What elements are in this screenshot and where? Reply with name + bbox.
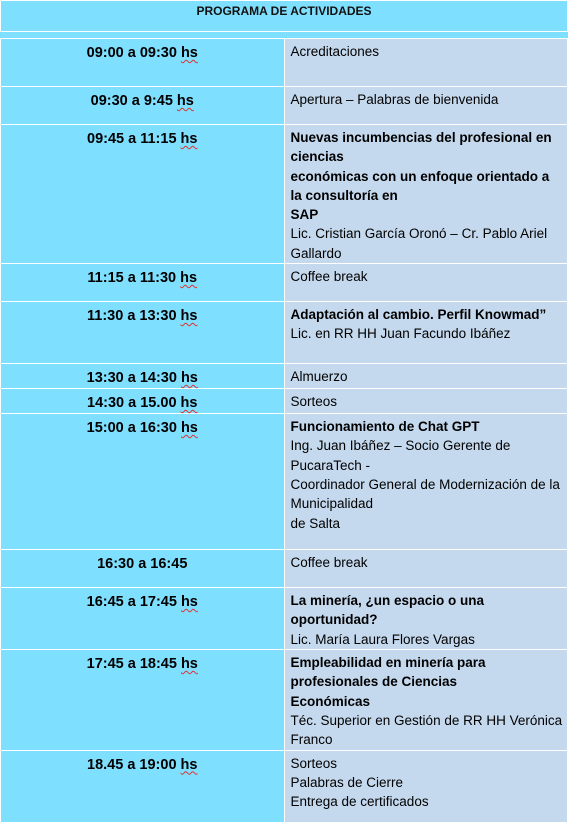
- header-row: [1, 1, 568, 32]
- activity-detail-line: Coordinador General de Modernización de la Municipalidad: [290, 476, 560, 512]
- time-cell: [1, 750, 285, 822]
- description-cell: [284, 302, 568, 364]
- time-cell: [1, 364, 285, 389]
- time-unit: hs: [180, 45, 198, 61]
- description-cell: [284, 650, 568, 750]
- time-unit: hs: [180, 656, 198, 673]
- activity-detail-line: Ing. Juan Ibáñez – Socio Gerente de PucaraTech -: [290, 438, 511, 473]
- time-range: [87, 389, 197, 413]
- time-range: [97, 550, 187, 574]
- description-cell: [284, 264, 568, 302]
- time-unit: hs: [180, 420, 198, 437]
- schedule-row: [1, 39, 568, 87]
- schedule-row: [1, 588, 568, 650]
- time-unit: hs: [180, 395, 198, 412]
- activity-detail-line: Sorteos: [290, 755, 338, 771]
- activity-title-line: La minería, ¿un espacio o una oportunidad?: [290, 593, 485, 628]
- activity-title-line: económicas con un enfoque orientado a la consultoría en: [290, 168, 550, 203]
- time-range: [87, 650, 198, 674]
- time-range: [87, 125, 197, 149]
- time-unit: hs: [180, 594, 198, 611]
- description-cell: [284, 389, 568, 414]
- time-range: [91, 87, 194, 111]
- time-cell: [1, 125, 285, 264]
- time-cell: [1, 87, 285, 125]
- time-range-main: 11:15 a 11:30: [87, 270, 177, 287]
- time-range: [87, 264, 197, 288]
- schedule-row: [1, 414, 568, 550]
- activity-detail-line: Téc. Superior en Gestión de RR HH Verónica Franco: [290, 712, 563, 748]
- activity-detail-line: Coffee break: [290, 555, 368, 571]
- table-title: PROGRAMA DE ACTIVIDADES: [196, 4, 372, 18]
- time-range-main: 09:30 a 9:45: [90, 93, 173, 109]
- activity-title-line: Nuevas incumbencias del profesional en ciencias: [290, 130, 552, 165]
- time-range-main: 11:30 a 13:30: [87, 308, 177, 325]
- time-cell: [1, 414, 285, 550]
- activity-title-line: Funcionamiento de Chat GPT: [290, 419, 480, 435]
- schedule-row: [1, 750, 568, 822]
- time-range: [87, 414, 198, 438]
- schedule-row: [1, 264, 568, 302]
- description-cell: [284, 364, 568, 389]
- activity-detail-line: Lic. en RR HH Juan Facundo Ibáñez: [290, 326, 511, 342]
- description-cell: [284, 550, 568, 588]
- time-cell: [1, 550, 285, 588]
- schedule-row: [1, 302, 568, 364]
- description-cell: [284, 87, 568, 125]
- time-unit: hs: [180, 270, 198, 287]
- time-unit: hs: [180, 756, 198, 773]
- activity-title-line: Empleabilidad en minería para profesionales de Ciencias: [290, 655, 486, 690]
- time-range: [87, 39, 198, 63]
- time-unit: hs: [176, 93, 194, 109]
- time-range-main: 16:30 a 16:45: [97, 556, 188, 573]
- activity-detail-line: Entrega de certificados: [290, 794, 429, 810]
- time-range: [87, 364, 198, 388]
- activity-detail-line: de Salta: [290, 515, 341, 531]
- activity-detail-line: Lic. María Laura Flores Vargas: [290, 631, 475, 647]
- time-range-main: 13:30 a 14:30: [86, 370, 177, 387]
- time-range: [87, 302, 197, 326]
- schedule-row: [1, 125, 568, 264]
- time-range-main: 09:00 a 09:30: [86, 45, 177, 61]
- activity-detail-line: Palabras de Cierre: [290, 774, 404, 790]
- time-cell: [1, 650, 285, 750]
- time-cell: [1, 302, 285, 364]
- time-cell: [1, 588, 285, 650]
- time-range: [87, 588, 198, 612]
- header-cell: [1, 1, 568, 32]
- activity-title-line: Adaptación al cambio. Perfil Knowmad”: [290, 307, 547, 323]
- description-cell: [284, 414, 568, 550]
- time-range-main: 14:30 a 15.00: [87, 395, 177, 412]
- time-cell: [1, 264, 285, 302]
- time-range-main: 15:00 a 16:30: [86, 420, 177, 437]
- schedule-row: [1, 364, 568, 389]
- time-range-main: 16:45 a 17:45: [86, 594, 177, 611]
- time-range-main: 17:45 a 18:45: [86, 656, 177, 673]
- time-unit: hs: [180, 308, 198, 325]
- activity-detail-line: Acreditaciones: [290, 44, 380, 59]
- header-gap-cell: [1, 32, 568, 39]
- schedule-row: [1, 87, 568, 125]
- time-unit: hs: [180, 370, 198, 387]
- activity-detail-line: Sorteos: [290, 394, 338, 410]
- time-unit: hs: [180, 131, 198, 147]
- schedule-row: [1, 550, 568, 588]
- time-range: [87, 751, 197, 775]
- time-cell: [1, 39, 285, 87]
- schedule-row: [1, 389, 568, 414]
- time-range-main: 18.45 a 19:00: [87, 756, 177, 773]
- activity-detail-line: Apertura – Palabras de bienvenida: [290, 92, 499, 107]
- activity-detail-line: Almuerzo: [290, 369, 348, 385]
- activity-title-line: SAP: [290, 207, 319, 223]
- activity-detail-line: Coffee break: [290, 269, 368, 285]
- activity-title-line: Económicas: [290, 693, 371, 709]
- time-cell: [1, 389, 285, 414]
- activity-detail-line: Lic. Cristian García Oronó – Cr. Pablo Ariel Gallardo: [290, 226, 548, 261]
- schedule-row: [1, 650, 568, 750]
- description-cell: [284, 39, 568, 87]
- description-cell: [284, 588, 568, 650]
- description-cell: [284, 125, 568, 264]
- time-range-main: 09:45 a 11:15: [87, 131, 177, 147]
- description-cell: [284, 750, 568, 822]
- header-gap-row: [1, 32, 568, 39]
